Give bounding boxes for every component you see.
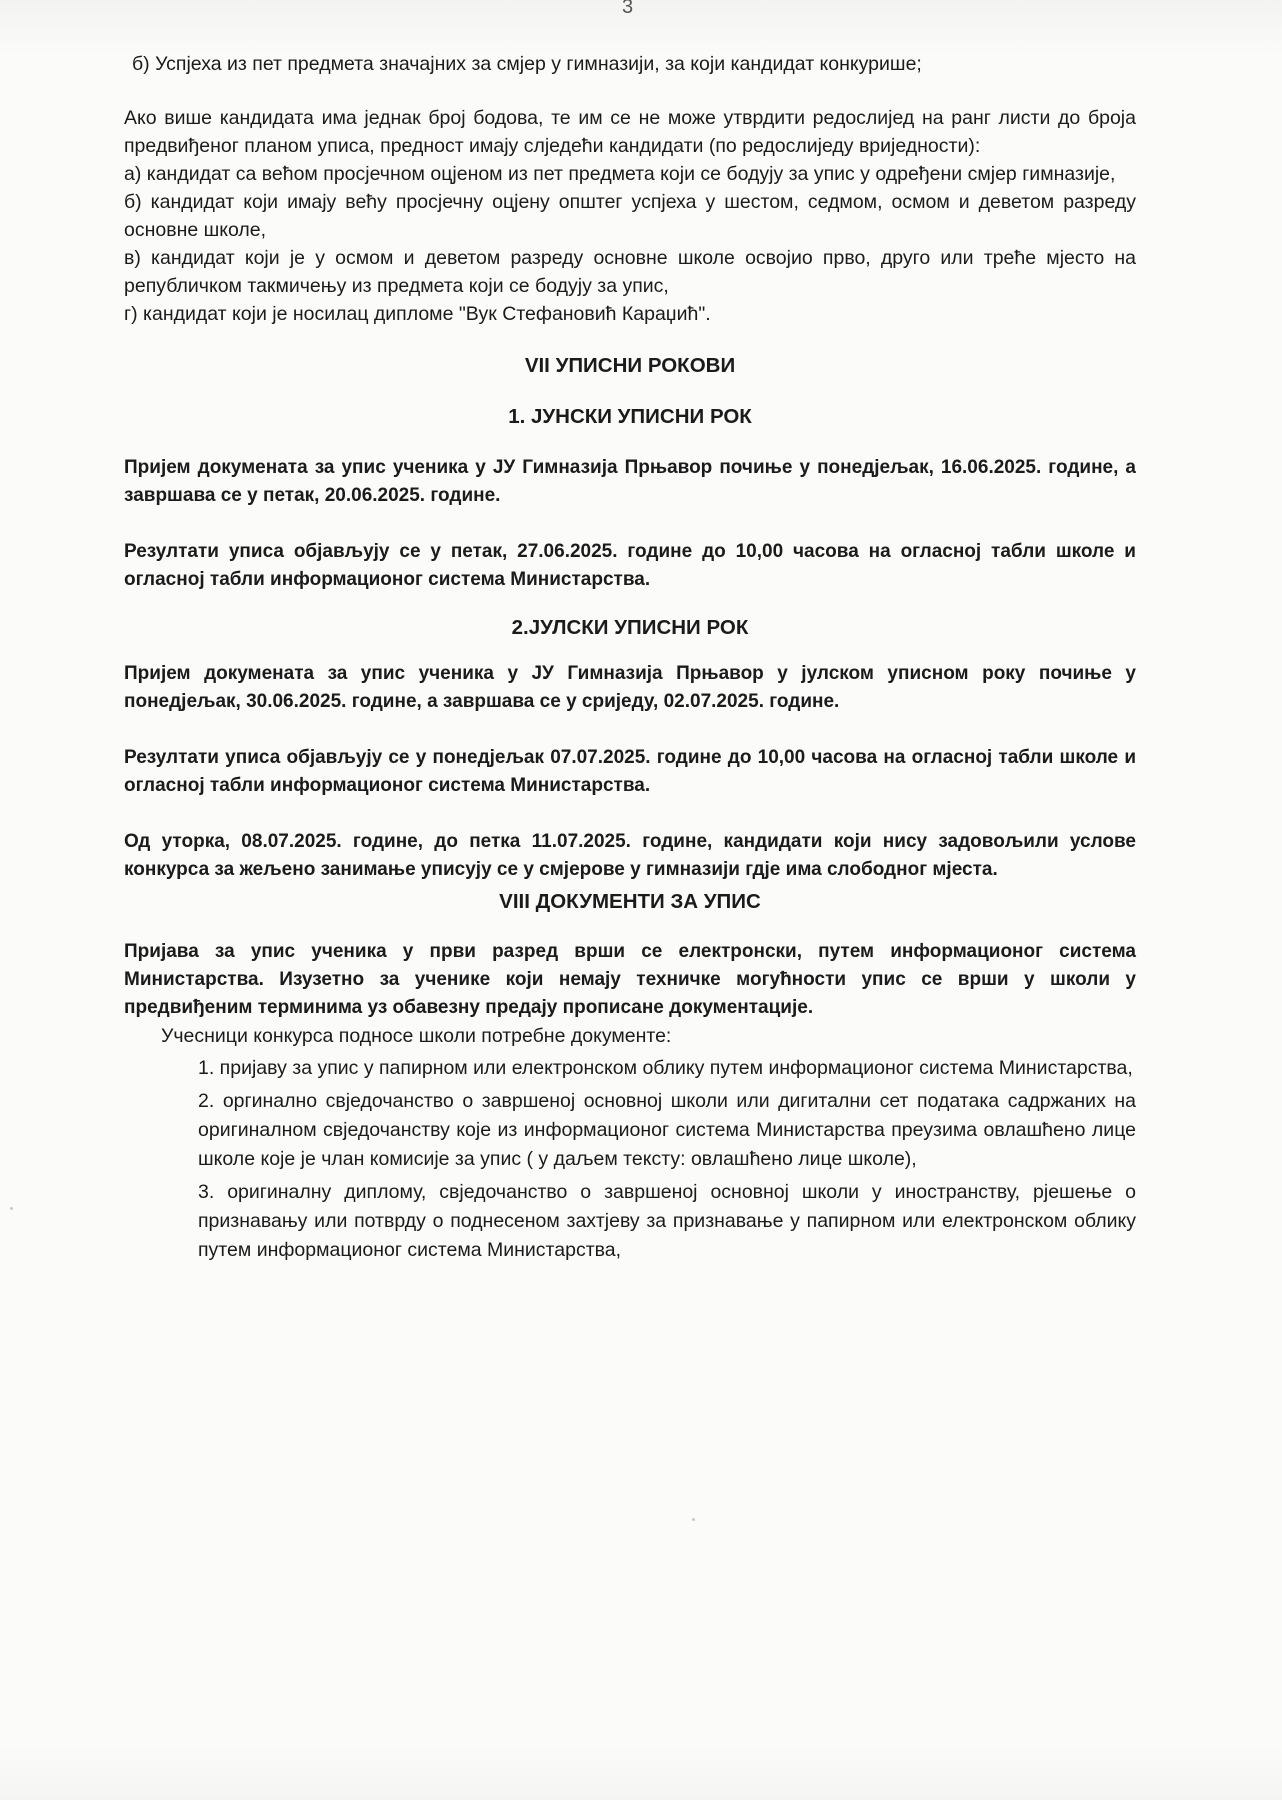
document-body [124, 50, 1136, 1269]
june-documents: Пријем докумената за упис ученика у ЈУ Гимназија Прњавор почиње у понедјељак, 16.06.2025. године, а завршава се у петак, 20.06.2025. године. [124, 457, 1136, 506]
scan-speck [692, 1518, 695, 1521]
july-results: Резултати уписа објављују се у понедјељак 07.07.2025. године до 10,00 часова на огласној табли школе и огласној табли информационог система Министарства. [124, 747, 1136, 796]
document-item: 3. оригиналну диплому, свједочанство о завршеној основној школи у иностранству, рјешење о признавању или потврду о поднесеном захтјеву за признавање у папирном или електронском облику путем информационог система Министарства, [198, 1181, 1136, 1261]
tie-rule-b: б) кандидат који имају већу просјечну оцјену општег успјеха у шестом, седмом, осмом и деветом разреду основне школе, [124, 191, 1136, 241]
july-period-title: 2.ЈУЛСКИ УПИСНИ РОК [511, 616, 749, 639]
tie-rule-g: г) кандидат који је носилац дипломе "Вук Стефановић Караџић". [124, 303, 711, 325]
tie-rule-v: в) кандидат који је у осмом и деветом разреду основне школе освојио прво, друго или треће мјесто на републичком такмичењу из предмета који се бодују за упис, [124, 247, 1136, 297]
document-item: 1. пријаву за упис у папирном или електронском облику путем информационог система Министарства, [198, 1057, 1133, 1079]
june-period-title: 1. ЈУНСКИ УПИСНИ РОК [508, 405, 752, 428]
page-number: 3 [622, 0, 634, 18]
documents-list [124, 1054, 1136, 1265]
documents-intro: Учесници конкурса подносе школи потребне документе: [161, 1025, 672, 1047]
july-documents: Пријем докумената за упис ученика у ЈУ Гимназија Прњавор у јулском уписном року почиње у понедјељак, 30.06.2025. године, а завршава се у сриједу, 02.07.2025. године. [124, 663, 1136, 712]
scan-speck [10, 1207, 13, 1210]
section-b-success: б) Успјеха из пет предмета значајних за смјер у гимназији, за који кандидат конкурише; [132, 53, 922, 75]
tie-rule-a: а) кандидат са већом просјечном оцјеном из пет предмета који се бодују за упис у одређени смјер гимназије, [124, 163, 1116, 185]
enrollment-application: Пријава за упис ученика у први разред врши се електронски, путем информационог система Министарства. Изузетно за ученике који немају техничке могућности упис се врши у школи у предвиђеним терминима уз обавезну предају прописане документације. [124, 941, 1136, 1018]
tie-rules-intro: Ако више кандидата има једнак број бодова, те им се не може утврдити редослијед на ранг листи до броја предвиђеног планом уписа, предност имају слједећи кандидати (по редослиједу вриједности): [124, 107, 1136, 157]
section-viii-title: VIII ДОКУМЕНТИ ЗА УПИС [499, 890, 761, 913]
section-vii-title: VII УПИСНИ РОКОВИ [524, 354, 736, 377]
document-item: 2. оргинално свједочанство о завршеној основној школи или дигитални сет података садржаних на оригиналном свједочанству које из информационог система Министарства преузима овлашћено лице школе које је члан комисије за упис ( у даљем тексту: овлашћено лице школе), [198, 1090, 1136, 1170]
june-results: Резултати уписа објављују се у петак, 27.06.2025. године до 10,00 часова на огласној табли школе и огласној табли информационог система Министарства. [124, 541, 1136, 590]
july-free-places: Од уторка, 08.07.2025. године, до петка 11.07.2025. године, кандидати који нису задовољили услове конкурса за жељено занимање уписују се у смјерове у гимназији гдје има слободног мјеста. [124, 831, 1136, 880]
